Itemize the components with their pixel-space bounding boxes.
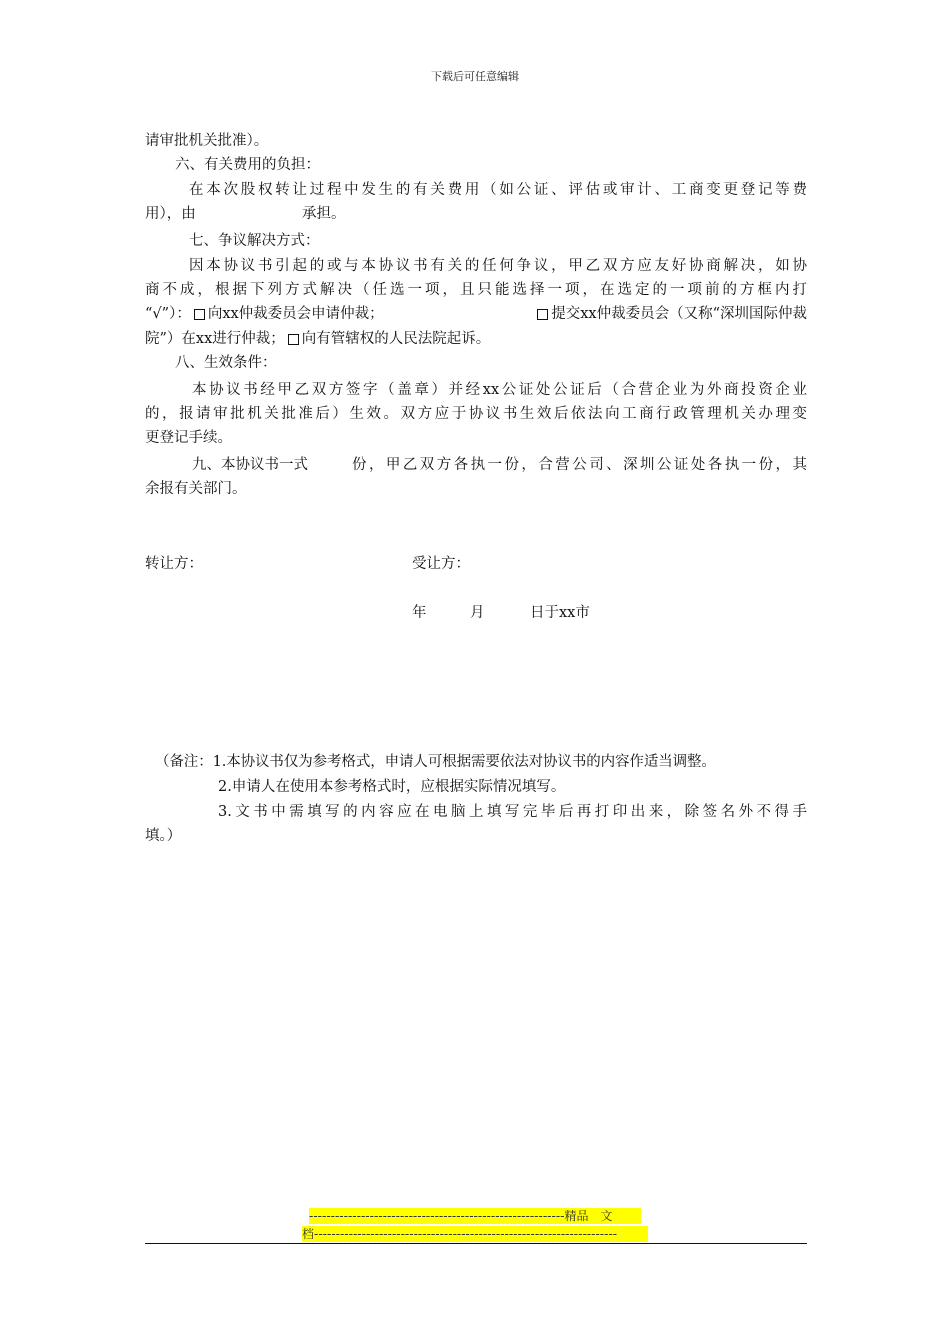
option-2: [534, 302, 807, 326]
footer-highlight-line-2: 档----------------------------------------------------------------------: [302, 1226, 648, 1242]
section-6-paragraph-line-1: 在本次股权转让过程中发生的有关费用（如公证、评估或审计、工商变更登记等费: [189, 182, 807, 198]
section-8-paragraph-line-3: 更登记手续。: [145, 430, 232, 446]
date-year: 年: [412, 605, 427, 621]
section-6-paragraph-line-2a: 用），由: [145, 206, 196, 222]
date-day-place: 日于xx市: [530, 605, 590, 621]
section-9-line-2: 余报有关部门。: [145, 481, 247, 497]
option-1-label: 向xx仲裁委员会申请仲裁；: [207, 306, 384, 322]
section-6-title: 六、有关费用的负担：: [175, 157, 320, 173]
section-7-paragraph-line-4: [145, 327, 490, 351]
option-2-label-cont: 院”）在xx进行仲裁；: [145, 331, 285, 347]
section-7-paragraph-line-1: 因本协议书引起的或与本协议书有关的任何争议，甲乙双方应友好协商解决，如协: [189, 258, 807, 274]
continued-line: 请审批机关批准）。: [145, 133, 269, 149]
checkbox-icon[interactable]: [194, 309, 205, 320]
section-7-title: 七、争议解决方式：: [189, 233, 320, 249]
transferee-label: 受让方：: [412, 556, 470, 572]
note-2: 2.申请人在使用本参考格式时，应根据实际情况填写。: [218, 779, 566, 795]
option-2-label: 提交xx仲裁委员会（又称“深圳国际仲裁: [551, 306, 807, 322]
page-header: 下载后可任意编辑: [431, 70, 519, 83]
quote-check-text: “√”）：: [145, 306, 191, 322]
footer-highlight-line-1: -----------------------------------------------------------精品 文: [309, 1208, 641, 1224]
checkbox-icon[interactable]: [537, 309, 548, 320]
note-4: 填。）: [145, 828, 182, 844]
section-8-paragraph-line-1: 本协议书经甲乙双方签字（盖章）并经xx公证处公证后（合营企业为外商投资企业: [192, 382, 807, 398]
date-month: 月: [470, 605, 485, 621]
section-9-line-1b: 份，甲乙双方各执一份，合营公司、深圳公证处各执一份，其: [352, 457, 807, 473]
option-3-label: 向有管辖权的人民法院起诉。: [301, 331, 491, 347]
note-1: （备注：1.本协议书仅为参考格式，申请人可根据需要依法对协议书的内容作适当调整。: [155, 754, 716, 770]
section-8-title: 八、生效条件：: [175, 355, 277, 371]
section-8-paragraph-line-2: 的，报请审批机关批准后）生效。双方应于协议书生效后依法向工商行政管理机关办理变: [145, 406, 807, 422]
footer-divider: [145, 1243, 807, 1244]
section-6-paragraph-line-2b: 承担。: [302, 206, 346, 222]
section-9-line-1a: 九、本协议书一式: [192, 457, 308, 473]
checkbox-icon[interactable]: [288, 334, 299, 345]
section-7-paragraph-line-2: 商不成，根据下列方式解决（任选一项，且只能选择一项，在选定的一项前的方框内打: [145, 282, 807, 298]
section-7-paragraph-line-3: [145, 302, 807, 326]
note-3: 3.文书中需填写的内容应在电脑上填写完毕后再打印出来，除签名外不得手: [218, 804, 807, 820]
option-1: [191, 302, 534, 326]
transferor-label: 转让方：: [145, 556, 203, 572]
